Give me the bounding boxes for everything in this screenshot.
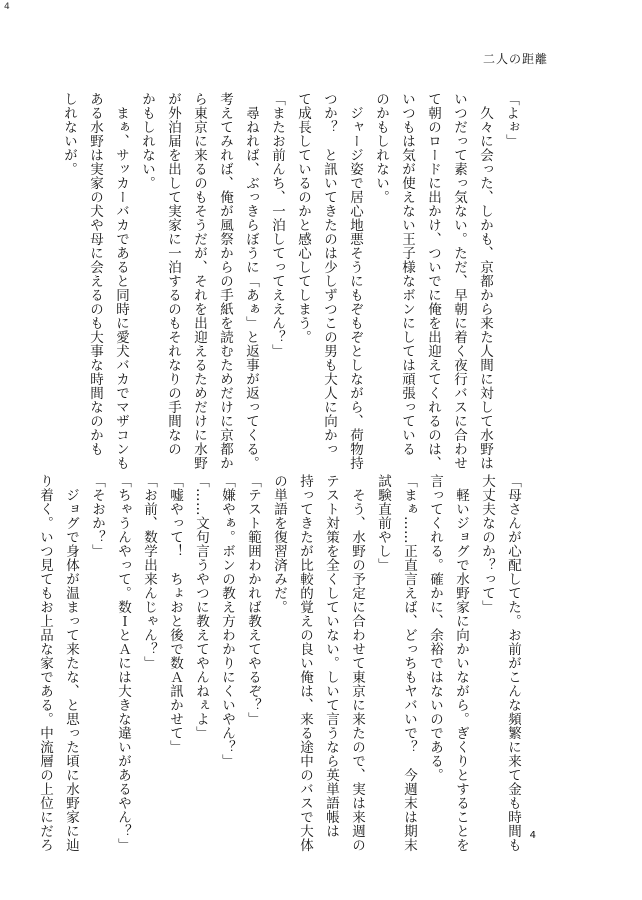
text-line: の単語を復習済みだ。 <box>271 474 287 614</box>
text-line: 「嫌やぁ。ボンの教え方わかりにくいやん？」 <box>219 474 235 768</box>
text-line: しれないが。 <box>61 92 77 176</box>
text-line: 尋ねれば、ぶっきらぼうに「あぁ」と返事が返ってくる。 <box>243 92 259 470</box>
text-line: 「よぉ」 <box>503 92 519 148</box>
text-line: テスト対策を全くしていない。しいて言うなら英単語帳は <box>323 474 339 838</box>
running-title: 二人の距離 <box>482 52 548 66</box>
text-line: そう、水野の予定に合わせて東京に来たので、実は来週の <box>349 474 365 852</box>
text-line: 試験直前やし」 <box>375 474 391 572</box>
text-line: 大丈夫なのか？って」 <box>479 474 495 614</box>
text-line: 「まぁ……正直言えば、どっちもヤバいで？ 今週末は期末 <box>401 474 417 852</box>
text-line: のかもしれない。 <box>373 92 389 204</box>
text-line: 「テスト範囲わかれば教えてやるぞ？」 <box>245 474 261 726</box>
corner-page-number: 4 <box>4 2 10 12</box>
text-line: て朝のロードに出かけ、ついでに俺を出迎えてくれるのは、 <box>425 92 441 470</box>
text-line: 持ってきたが比較的覚えの良い俺は、来る途中のバスで大体 <box>297 474 313 852</box>
text-line: て成長しているのかと感心してしまう。 <box>295 92 311 344</box>
text-line: 「お前、数学出来んじゃん？」 <box>141 474 157 670</box>
text-line: 久々に会った、しかも、京都から来た人間に対して水野は <box>477 92 493 470</box>
text-line: 軽いジョグで水野家に向かいながら。ぎくりとすることを <box>453 474 469 852</box>
text-line: 「またお前んち、一泊してってええん？」 <box>269 92 285 358</box>
text-line: 「……文句言うやつに教えてやんねぇよ」 <box>193 474 209 740</box>
page-number: 4 <box>529 830 536 841</box>
text-line: 「そおか？」 <box>89 474 105 558</box>
text-line: り着く。いつ見てもお上品な家である。中流層の上位にだろ <box>37 474 53 852</box>
text-line: いつだって素っ気ない。ただ、早朝に着く夜行バスに合わせ <box>451 92 467 470</box>
text-line: 「嘘やって！ ちょおと後で数Ａ訊かせて」 <box>167 474 183 754</box>
text-line: ら東京に来るのもそうだが、それを出迎えるためだけに水野 <box>191 92 207 470</box>
text-line: ジャージ姿で居心地悪そうにもぞもぞとしながら、荷物持 <box>347 92 363 470</box>
text-block-lower <box>37 474 526 852</box>
text-line: 考えてみれば、俺が風祭からの手紙を読むためだけに京都か <box>217 92 233 470</box>
text-line: かもしれない。 <box>139 92 155 190</box>
text-line: つか？ と訊いてきたのは少しずつこの男も大人に向かっ <box>321 92 337 456</box>
text-line: まぁ、サッカーバカであると同時に愛犬バカでマザコンも <box>113 92 129 470</box>
text-line: 「ちゃうんやって。数ＩとＡには大きな違いがあるやん？」 <box>115 474 131 852</box>
text-line: 「母さんが心配してた。お前がこんな頻繁に来て金も時間も <box>505 474 521 852</box>
text-line: 言ってくれる。確かに、余裕ではないのである。 <box>427 474 443 782</box>
text-block-upper <box>61 92 524 470</box>
text-line: いつもは気が使えない王子様なボンにしては頑張っている <box>399 92 415 456</box>
text-line: ある水野は実家の犬や母に会えるのも大事な時間なのかも <box>87 92 103 456</box>
text-line: ジョグで身体が温まって来たな、と思った頃に水野家に辿 <box>63 474 79 852</box>
text-line: が外泊届を出して実家に一泊するのもそれなりの手間なの <box>165 92 181 456</box>
